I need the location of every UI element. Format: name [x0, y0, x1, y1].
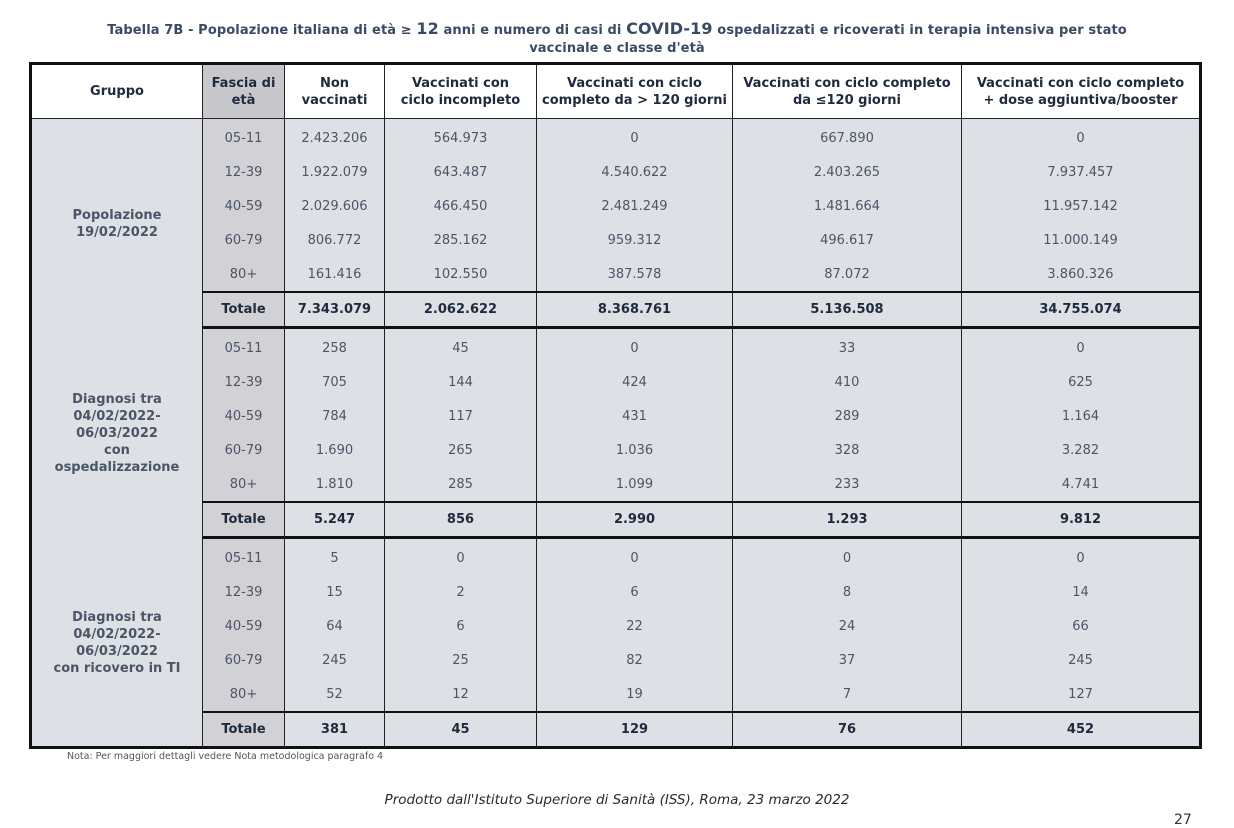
value-cell: 258: [285, 328, 385, 366]
value-cell: 784: [285, 399, 385, 433]
age-band-cell: 40-59: [203, 399, 285, 433]
table-title-line1: [20, 20, 1214, 40]
value-cell: 7: [733, 677, 962, 712]
table-row: [31, 119, 1201, 156]
value-cell: 1.036: [537, 433, 733, 467]
value-cell: 424: [537, 365, 733, 399]
group-label: Diagnosi tra 04/02/2022- 06/03/2022 con ospedalizzazione: [31, 328, 203, 538]
value-cell: 3.282: [962, 433, 1201, 467]
age-band-cell: 05-11: [203, 119, 285, 156]
table-row: [31, 467, 1201, 502]
total-value-cell: 5.136.508: [733, 292, 962, 328]
header-gruppo: Gruppo: [31, 64, 203, 119]
value-cell: 289: [733, 399, 962, 433]
total-row: [31, 292, 1201, 328]
value-cell: 466.450: [385, 189, 537, 223]
value-cell: 127: [962, 677, 1201, 712]
value-cell: 4.741: [962, 467, 1201, 502]
total-value-cell: 5.247: [285, 502, 385, 538]
group-label: Diagnosi tra 04/02/2022- 06/03/2022 con ricovero in TI: [31, 538, 203, 748]
table-row: [31, 365, 1201, 399]
page-number: 27: [1174, 812, 1192, 828]
age-band-cell: 80+: [203, 677, 285, 712]
value-cell: 25: [385, 643, 537, 677]
value-cell: 705: [285, 365, 385, 399]
header-fascia: Fascia di età: [203, 64, 285, 119]
value-cell: 15: [285, 575, 385, 609]
age-band-cell: 60-79: [203, 433, 285, 467]
value-cell: 0: [537, 538, 733, 576]
title-prefix: Tabella 7B - Popolazione italiana di età ≥: [107, 23, 417, 38]
total-row: [31, 502, 1201, 538]
title-covid: COVID-19: [626, 19, 713, 38]
total-value-cell: 452: [962, 712, 1201, 748]
value-cell: 22: [537, 609, 733, 643]
table-row: [31, 189, 1201, 223]
value-cell: 265: [385, 433, 537, 467]
header-completo-entro-120: Vaccinati con ciclo completo da ≤120 giorni: [733, 64, 962, 119]
value-cell: 2.481.249: [537, 189, 733, 223]
value-cell: 2.423.206: [285, 119, 385, 156]
value-cell: 33: [733, 328, 962, 366]
value-cell: 1.690: [285, 433, 385, 467]
age-band-cell: 12-39: [203, 155, 285, 189]
value-cell: 0: [537, 119, 733, 156]
total-label: Totale: [203, 502, 285, 538]
age-band-cell: 12-39: [203, 365, 285, 399]
value-cell: 496.617: [733, 223, 962, 257]
table-note: Nota: Per maggiori dettagli vedere Nota metodologica paragrafo 4: [67, 751, 384, 762]
value-cell: 11.000.149: [962, 223, 1201, 257]
value-cell: 0: [733, 538, 962, 576]
table-row: [31, 609, 1201, 643]
table-row: [31, 223, 1201, 257]
total-value-cell: 9.812: [962, 502, 1201, 538]
value-cell: 19: [537, 677, 733, 712]
table-title: [20, 20, 1214, 58]
age-band-cell: 05-11: [203, 538, 285, 576]
value-cell: 0: [962, 119, 1201, 156]
value-cell: 387.578: [537, 257, 733, 292]
value-cell: 1.810: [285, 467, 385, 502]
header-booster: Vaccinati con ciclo completo + dose aggiuntiva/booster: [962, 64, 1201, 119]
value-cell: 245: [962, 643, 1201, 677]
age-band-cell: 60-79: [203, 223, 285, 257]
page-footer: Prodotto dall'Istituto Superiore di Sanità (ISS), Roma, 23 marzo 2022: [384, 792, 850, 808]
table-row: [31, 643, 1201, 677]
group-label: Popolazione 19/02/2022: [31, 119, 203, 328]
value-cell: 1.164: [962, 399, 1201, 433]
age-band-cell: 80+: [203, 467, 285, 502]
total-value-cell: 381: [285, 712, 385, 748]
value-cell: 0: [962, 538, 1201, 576]
total-row: [31, 712, 1201, 748]
age-band-cell: 40-59: [203, 609, 285, 643]
value-cell: 564.973: [385, 119, 537, 156]
total-label: Totale: [203, 712, 285, 748]
table-row: [31, 399, 1201, 433]
value-cell: 431: [537, 399, 733, 433]
value-cell: 2: [385, 575, 537, 609]
table-row: [31, 538, 1201, 576]
age-band-cell: 80+: [203, 257, 285, 292]
table-row: [31, 433, 1201, 467]
value-cell: 82: [537, 643, 733, 677]
header-ciclo-incompleto: Vaccinati con ciclo incompleto: [385, 64, 537, 119]
total-value-cell: 856: [385, 502, 537, 538]
title-mid: anni e numero di casi di: [438, 23, 627, 38]
value-cell: 161.416: [285, 257, 385, 292]
total-value-cell: 7.343.079: [285, 292, 385, 328]
value-cell: 245: [285, 643, 385, 677]
value-cell: 45: [385, 328, 537, 366]
value-cell: 806.772: [285, 223, 385, 257]
value-cell: 285.162: [385, 223, 537, 257]
total-value-cell: 45: [385, 712, 537, 748]
value-cell: 3.860.326: [962, 257, 1201, 292]
value-cell: 328: [733, 433, 962, 467]
value-cell: 2.403.265: [733, 155, 962, 189]
value-cell: 233: [733, 467, 962, 502]
value-cell: 14: [962, 575, 1201, 609]
value-cell: 66: [962, 609, 1201, 643]
value-cell: 959.312: [537, 223, 733, 257]
total-value-cell: 34.755.074: [962, 292, 1201, 328]
value-cell: 117: [385, 399, 537, 433]
total-value-cell: 76: [733, 712, 962, 748]
value-cell: 87.072: [733, 257, 962, 292]
age-band-cell: 60-79: [203, 643, 285, 677]
header-non-vaccinati: Non vaccinati: [285, 64, 385, 119]
age-band-cell: 12-39: [203, 575, 285, 609]
value-cell: 6: [537, 575, 733, 609]
value-cell: 625: [962, 365, 1201, 399]
value-cell: 5: [285, 538, 385, 576]
title-age: 12: [416, 19, 439, 38]
value-cell: 52: [285, 677, 385, 712]
total-label: Totale: [203, 292, 285, 328]
table-row: [31, 155, 1201, 189]
value-cell: 11.957.142: [962, 189, 1201, 223]
value-cell: 667.890: [733, 119, 962, 156]
value-cell: 1.922.079: [285, 155, 385, 189]
table-title-line2: vaccinale e classe d'età: [529, 41, 705, 56]
value-cell: 4.540.622: [537, 155, 733, 189]
age-band-cell: 40-59: [203, 189, 285, 223]
value-cell: 0: [962, 328, 1201, 366]
table-row: [31, 677, 1201, 712]
table-row: [31, 575, 1201, 609]
value-cell: 1.481.664: [733, 189, 962, 223]
value-cell: 37: [733, 643, 962, 677]
total-value-cell: 8.368.761: [537, 292, 733, 328]
total-value-cell: 1.293: [733, 502, 962, 538]
value-cell: 8: [733, 575, 962, 609]
total-value-cell: 129: [537, 712, 733, 748]
value-cell: 410: [733, 365, 962, 399]
value-cell: 64: [285, 609, 385, 643]
value-cell: 2.029.606: [285, 189, 385, 223]
table-row: [31, 257, 1201, 292]
title-suffix: ospedalizzati e ricoverati in terapia intensiva per stato: [712, 23, 1127, 38]
value-cell: 144: [385, 365, 537, 399]
value-cell: 24: [733, 609, 962, 643]
age-band-cell: 05-11: [203, 328, 285, 366]
value-cell: 12: [385, 677, 537, 712]
value-cell: 0: [537, 328, 733, 366]
value-cell: 6: [385, 609, 537, 643]
vaccination-table: [29, 62, 1202, 749]
total-value-cell: 2.990: [537, 502, 733, 538]
value-cell: 102.550: [385, 257, 537, 292]
table-row: [31, 328, 1201, 366]
value-cell: 643.487: [385, 155, 537, 189]
header-completo-oltre-120: Vaccinati con ciclo completo da > 120 giorni: [537, 64, 733, 119]
total-value-cell: 2.062.622: [385, 292, 537, 328]
value-cell: 0: [385, 538, 537, 576]
value-cell: 1.099: [537, 467, 733, 502]
value-cell: 285: [385, 467, 537, 502]
header-row: [31, 64, 1201, 119]
value-cell: 7.937.457: [962, 155, 1201, 189]
